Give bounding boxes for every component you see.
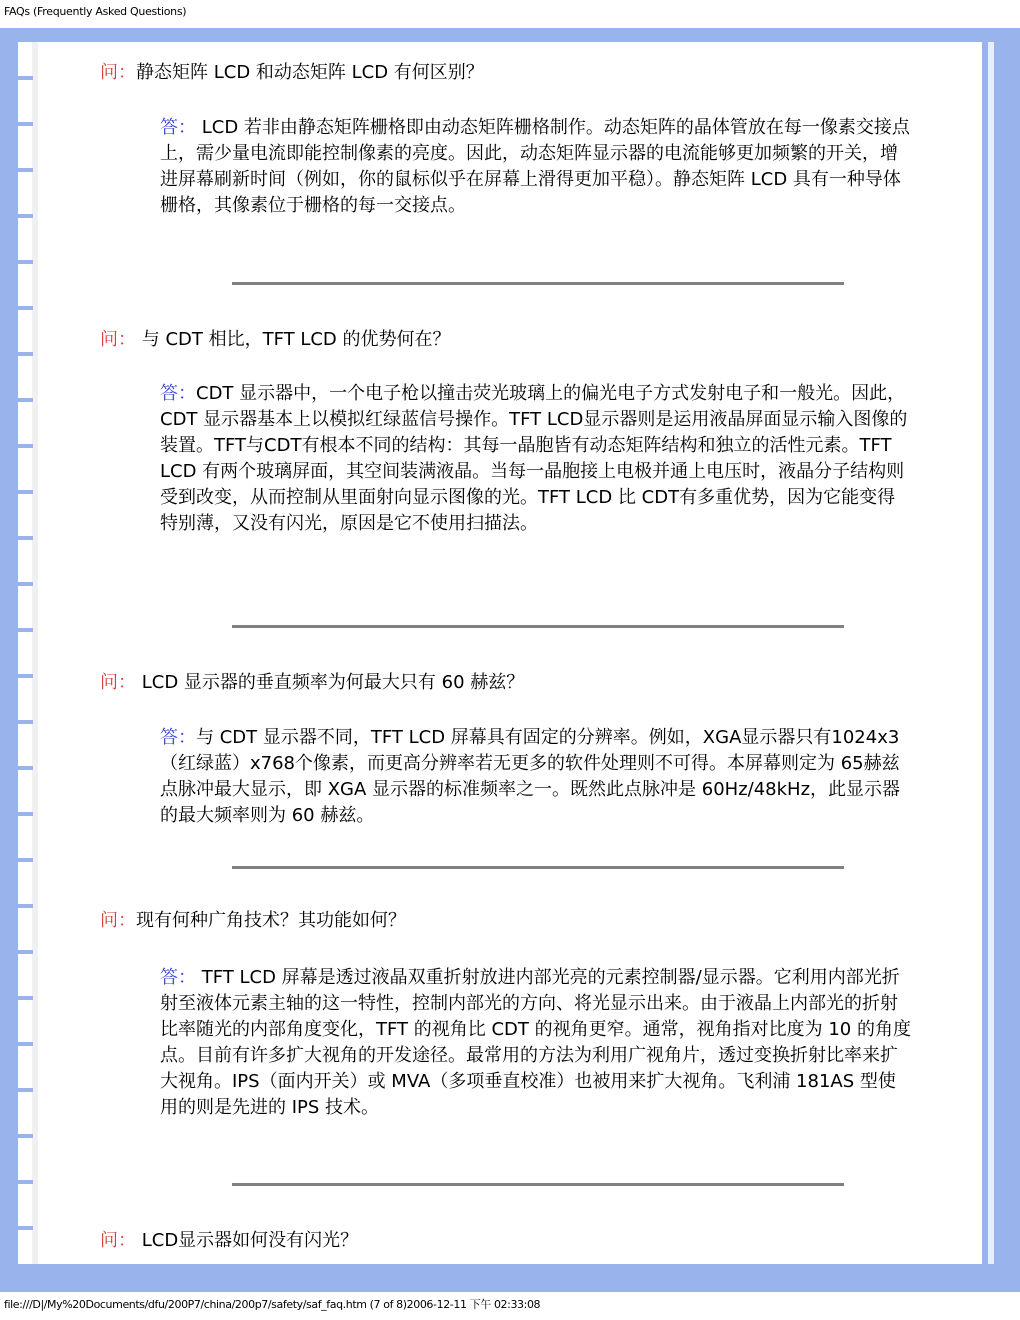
rail-tick xyxy=(18,490,33,494)
answer-label: 答： xyxy=(160,383,196,404)
question-text: LCD显示器如何没有闪光？ xyxy=(136,1230,359,1251)
rail-tick xyxy=(18,766,33,770)
faq-question xyxy=(100,670,524,696)
rail-tick xyxy=(18,812,33,816)
faq-answer xyxy=(160,115,912,219)
answer-label: 答： xyxy=(160,727,196,748)
rail-tick xyxy=(18,122,33,126)
rail-tick xyxy=(18,168,33,172)
answer-text: CDT 显示器中，一个电子枪以撞击荧光玻璃上的偏光电子方式发射电子和一般光。因此，CDT 显示器基本上以模拟红绿蓝信号操作。TFT LCD显示器则是运用液晶屏面显示输入图像的装置。TFT与CDT有根本不同的结构：其每一晶胞皆有动态矩阵结构和独立的活性元素。TFT LCD 有两个玻璃屏面，其空间装满液晶。当每一晶胞接上电极并通上电压时，液晶分子结构则受到改变，从而控制从里面射向显示图像的光。TFT LCD 比 CDT有多重优势，因为它能变得特别薄，又没有闪光，原因是它不使用扫描法。 xyxy=(160,383,908,534)
rail-tick xyxy=(18,260,33,264)
question-text: 静态矩阵 LCD 和动态矩阵 LCD 有何区别？ xyxy=(136,62,484,83)
answer-text: 与 CDT 显示器不同，TFT LCD 屏幕具有固定的分辨率。例如，XGA显示器只有1024x3（红绿蓝）x768个像素，而更高分辨率若无更多的软件处理则不可得。本屏幕则定为 65赫兹点脉冲最大显示，即 XGA 显示器的标准频率之一。既然此点脉冲是 60Hz/48kHz，此显示器的最大频率则为 60 赫兹。 xyxy=(160,727,901,826)
rail-tick xyxy=(18,306,33,310)
left-decorative-rail xyxy=(18,42,38,1264)
rail-tick xyxy=(18,582,33,586)
rail-tick xyxy=(18,1226,33,1230)
question-text: LCD 显示器的垂直频率为何最大只有 60 赫兹？ xyxy=(136,672,525,693)
rail-tick xyxy=(18,444,33,448)
faq-question xyxy=(100,1228,358,1254)
question-label: 问： xyxy=(100,1230,136,1251)
rail-tick xyxy=(18,858,33,862)
rail-tick xyxy=(18,674,33,678)
rail-tick xyxy=(18,76,33,80)
answer-text: LCD 若非由静态矩阵栅格即由动态矩阵栅格制作。动态矩阵的晶体管放在每一像素交接点上，需少量电流即能控制像素的亮度。因此，动态矩阵显示器的电流能够更加频繁的开关，增进屏幕刷新时间（例如，你的鼠标似乎在屏幕上滑得更加平稳）。静态矩阵 LCD 具有一种导体栅格，其像素位于栅格的每一交接点。 xyxy=(160,117,910,216)
answer-label: 答： xyxy=(160,117,196,138)
rail-tick xyxy=(18,904,33,908)
rail-tick xyxy=(18,996,33,1000)
rail-tick xyxy=(18,1042,33,1046)
question-label: 问： xyxy=(100,672,136,693)
page-header-title: FAQs (Frequently Asked Questions) xyxy=(4,5,187,18)
rail-tick xyxy=(18,352,33,356)
question-text: 现有何种广角技术？其功能如何？ xyxy=(136,910,406,931)
question-label: 问： xyxy=(100,329,136,350)
rail-tick xyxy=(18,398,33,402)
footer-file-path: file:///D|/My%20Documents/dfu/200P7/china/200p7/safety/saf_faq.htm (7 of 8)2006-12-11 下午 02:33:08 xyxy=(4,1298,541,1311)
faq-question xyxy=(100,908,406,934)
question-text: 与 CDT 相比，TFT LCD 的优势何在？ xyxy=(136,329,451,350)
rail-tick xyxy=(18,536,33,540)
rail-tick xyxy=(18,1180,33,1184)
answer-text: TFT LCD 屏幕是透过液晶双重折射放进内部光亮的元素控制器/显示器。它利用内部光折射至液体元素主轴的这一特性，控制内部光的方向、将光显示出来。由于液晶上内部光的折射比率随光的内部角度变化，TFT 的视角比 CDT 的视角更窄。通常，视角指对比度为 10 的角度点。目前有许多扩大视角的开发途径。最常用的方法为利用广视角片，透过变换折射比率来扩大视角。IPS（面内开关）或 MVA（多项垂直校准）也被用来扩大视角。飞利浦 181AS 型使用的则是先进的 IPS 技术。 xyxy=(160,967,911,1118)
rail-tick xyxy=(18,950,33,954)
divider xyxy=(232,625,844,628)
rail-tick xyxy=(18,1134,33,1138)
divider xyxy=(232,1183,844,1186)
rail-tick xyxy=(18,720,33,724)
rail-tick xyxy=(18,214,33,218)
faq-answer xyxy=(160,381,912,537)
right-decorative-bar xyxy=(988,42,994,1264)
question-label: 问： xyxy=(100,910,136,931)
rail-tick xyxy=(18,1088,33,1092)
answer-label: 答： xyxy=(160,967,196,988)
faq-question xyxy=(100,60,484,86)
question-label: 问： xyxy=(100,62,136,83)
divider xyxy=(232,282,844,285)
faq-answer xyxy=(160,725,912,829)
faq-question xyxy=(100,327,451,353)
faq-answer xyxy=(160,965,912,1121)
divider xyxy=(232,866,844,869)
rail-tick xyxy=(18,628,33,632)
